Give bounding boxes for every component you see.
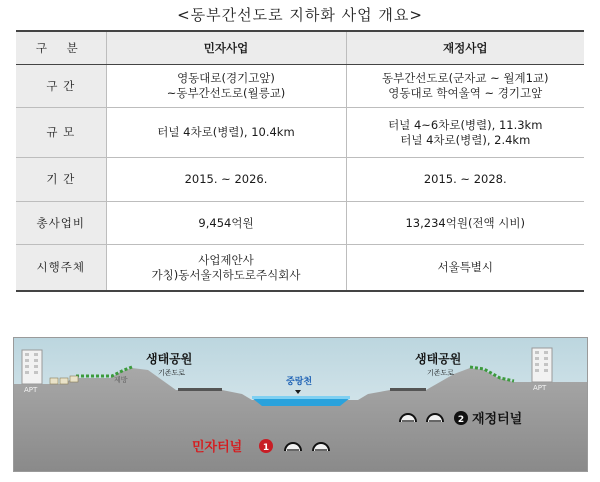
- cell-line: 터널 4차로(병렬), 2.4km: [400, 132, 531, 147]
- table-row: [16, 202, 584, 245]
- road-left-label: 기존도로: [158, 369, 186, 377]
- apt-right-building: [532, 348, 552, 382]
- apt-right-label: APT: [533, 384, 547, 392]
- table-row: [16, 245, 584, 292]
- cell-line: 영동대로 학여울역 ~ 경기고앞: [388, 86, 543, 100]
- apt-left-building: [22, 350, 42, 384]
- cell-line: 2015. ~ 2026.: [184, 172, 268, 186]
- table-row: [16, 108, 584, 158]
- cell-line: 터널 4차로(병렬), 10.4km: [157, 125, 295, 139]
- river-label: 중랑천: [286, 377, 313, 387]
- public-operator-cell: [346, 245, 584, 292]
- public-scale-cell: [346, 108, 584, 158]
- public-section-cell: [346, 65, 584, 108]
- row-label-period: 기 간: [16, 158, 106, 202]
- public-period-cell: [346, 158, 584, 202]
- table-row: [16, 158, 584, 202]
- table-row: [16, 65, 584, 108]
- row-label-section: 구 간: [16, 65, 106, 108]
- table-header-row: [16, 31, 584, 65]
- public-cost-cell: [346, 202, 584, 245]
- park-right-label: 생태공원: [415, 352, 462, 366]
- private-operator-cell: [106, 245, 346, 292]
- cell-line: 서울특별시: [437, 260, 494, 274]
- private-cost-cell: [106, 202, 346, 245]
- apt-left-label: APT: [24, 386, 38, 394]
- private-section-cell: [106, 65, 346, 108]
- public-tunnel-number: 2: [457, 415, 465, 425]
- cell-line: 터널 4~6차로(병렬), 11.3km: [388, 117, 543, 132]
- cell-line: 9,454억원: [198, 215, 254, 230]
- row-label-scale: 규 모: [16, 108, 106, 158]
- river: [252, 398, 350, 406]
- road-right-label: 기존도로: [427, 369, 455, 377]
- cell-line: 2015. ~ 2028.: [423, 172, 507, 186]
- cross-section-svg: [14, 338, 587, 471]
- right-existing-road: [390, 388, 426, 391]
- private-tunnel-label: 민자터널: [192, 440, 243, 455]
- project-summary-table: [16, 30, 584, 292]
- embankment-label: 제방: [114, 376, 128, 384]
- header-category: 구 분: [16, 31, 106, 65]
- public-tunnel-badge: [454, 411, 468, 425]
- cell-line: ~동부간선도로(월릉교): [166, 86, 286, 100]
- private-tunnel-number: 1: [262, 443, 270, 453]
- page-title: <동부간선도로 지하화 사업 개요>: [177, 6, 423, 24]
- public-tunnel-label: 재정터널: [472, 412, 523, 427]
- cell-line: 영동대로(경기고앞): [177, 71, 275, 85]
- cell-line: 사업제안사: [198, 252, 254, 267]
- private-scale-cell: [106, 108, 346, 158]
- left-existing-road: [178, 388, 222, 391]
- cell-line: 동부간선도로(군자교 ~ 월계1교): [381, 71, 549, 85]
- cell-line: 13,234억원(전액 시비): [405, 215, 526, 230]
- cross-section-diagram: [13, 337, 588, 472]
- river-surface: [252, 396, 350, 399]
- cell-line: 가칭)동서울지하도로주식회사: [151, 267, 301, 282]
- private-tunnel-badge: [259, 439, 273, 453]
- park-left-label: 생태공원: [146, 352, 193, 366]
- private-period-cell: [106, 158, 346, 202]
- header-public-project: 재정사업: [346, 31, 584, 65]
- row-label-total-cost: 총사업비: [16, 202, 106, 245]
- row-label-operator: 시행주체: [16, 245, 106, 292]
- header-private-project: 민자사업: [106, 31, 346, 65]
